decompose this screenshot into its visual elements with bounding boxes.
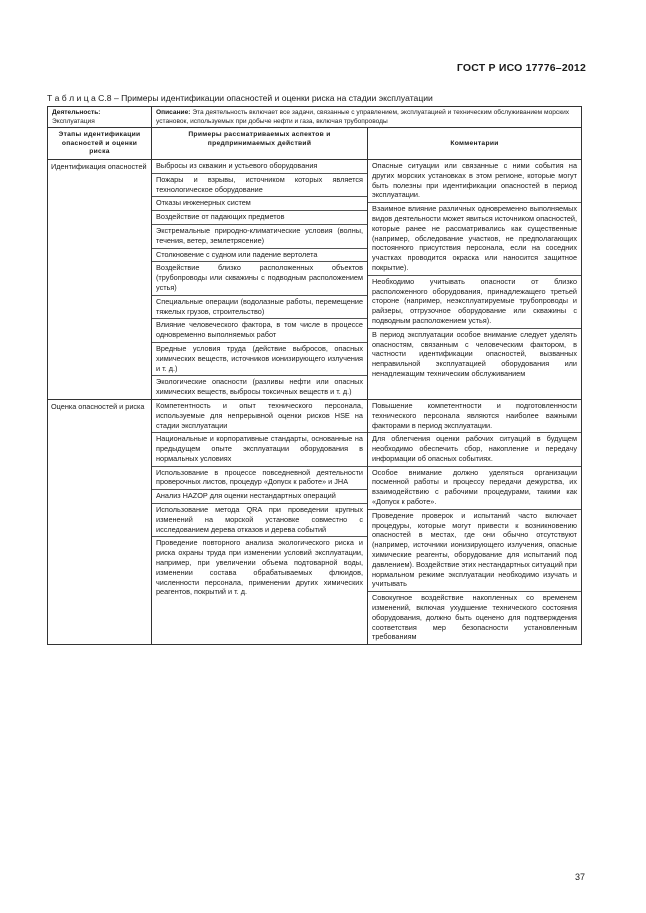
examples-cell: [152, 399, 368, 644]
comment-item: Совокупное воздействие накопленных со временем изменений, включая ухудшение технического состояния оборудования, должно быть оценено для подтверждения соответствия мер безопасности установленным требованиям: [372, 593, 578, 642]
example-item: Столкновение с судном или падение вертолета: [152, 249, 367, 263]
example-item: Воздействие от падающих предметов: [152, 211, 367, 225]
comment-item: Для облегчения оценки рабочих ситуаций в будущем необходимо обеспечить сбор, накопление и передачу информации об опасных событиях.: [368, 433, 581, 466]
example-item: Выбросы из скважин и устьевого оборудования: [152, 160, 367, 174]
stage-cell: Идентификация опасностей: [48, 159, 152, 399]
comment-item: Опасные ситуации или связанные с ними события на других морских установках в этом регионе, которые могут быть полезны при идентификации опасностей в период эксплуатации.: [368, 160, 581, 203]
example-item: Использование в процессе повседневной деятельности проверочных листов, процедур «Допуск к работе» и JHA: [152, 467, 367, 491]
activity-label: Деятельность:: [52, 109, 101, 116]
column-header-row: [48, 128, 582, 160]
example-item: Пожары и взрывы, источником которых является технологическое оборудование: [152, 174, 367, 198]
example-item: Анализ HAZOP для оценки нестандартных операций: [152, 490, 367, 504]
comments-cell: [368, 159, 582, 399]
standard-header: ГОСТ Р ИСО 17776–2012: [456, 62, 586, 74]
example-item: Проведение повторного анализа экологического риска и риска охраны труда при изменении условий эксплуатации, например, при увеличении объема подтоварной воды, изменении состава обрабатываемых флюидов, численности персонала, применении других химических реагентов, покрытий и т. д.: [156, 538, 363, 597]
comment-item: Взаимное влияние различных одновременно выполняемых видов деятельности может явиться источником опасностей, которые ранее не рассматривались как существенные (например, обследование участков, не предполагающих постоянного присутствия персонала, если на соседних участках проводится окраска или наносится защитное покрытие).: [368, 203, 581, 276]
column-header-examples: Примеры рассматриваемых аспектов и предпринимаемых действий: [152, 128, 368, 160]
activity-cell: [48, 107, 152, 128]
page-number: 37: [574, 872, 585, 882]
column-header-stage: Этапы идентификации опасностей и оценки риска: [48, 128, 152, 160]
hazard-table: [47, 106, 582, 645]
example-item: Экологические опасности (разливы нефти или опасных химических веществ, выбросы токсичных веществ и т. д.): [156, 377, 363, 397]
description-text: Эта деятельность включает все задачи, связанные с управлением, эксплуатацией и техническим обслуживанием морских установок, используемых при добыче нефти и газа, включая трубопроводы: [156, 109, 570, 125]
examples-cell: [152, 159, 368, 399]
example-item: Воздействие близко расположенных объектов (трубопроводы или скважины с подводным расположением устья): [152, 262, 367, 295]
example-item: Отказы инженерных систем: [152, 197, 367, 211]
example-item: Влияние человеческого фактора, в том числе в процессе одновременно выполняемых работ: [152, 319, 367, 343]
description-cell: [152, 107, 582, 128]
example-item: Вредные условия труда (действие выбросов, опасных химических веществ, источников ионизирующего излучения и т. д.): [152, 343, 367, 376]
description-label: Описание:: [156, 109, 191, 116]
comment-item: Повышение компетентности и подготовленности технического персонала являются наиболее важными факторами в период эксплуатации.: [368, 400, 581, 433]
stage-cell: Оценка опасностей и риска: [48, 399, 152, 644]
example-item: Компетентность и опыт технического персонала, используемые для непрерывной оценки рисков HSE на стадии эксплуатации: [152, 400, 367, 433]
comment-item: Особое внимание должно уделяться организации посменной работы и процессу передачи дежурства, их взаимодействию с рабочими процедурами, такими как «Допуск к работе».: [368, 467, 581, 510]
comment-item: Проведение проверок и испытаний часто включает процедуры, которые могут привести к возникновению опасностей в местах, где они обычно отсутствуют (например, источники ионизирующего излучения, опасные химические реагенты, оборудование для испытаний под давлением). Воздействие этих нестандартных ситуаций при нормальном режиме эксплуатации необходимо изучать и учитывать: [368, 510, 581, 592]
table-caption: Т а б л и ц а С.8 – Примеры идентификации опасностей и оценки риска на стадии эксплуатации: [47, 93, 433, 103]
column-header-comments: Комментарии: [368, 128, 582, 160]
example-item: Специальные операции (водолазные работы, перемещение тяжелых грузов, строительство): [152, 296, 367, 320]
table-row: [48, 399, 582, 644]
comment-item: В период эксплуатации особое внимание следует уделять опасностям, связанным с человеческим фактором, в частности идентификации опасностей, вызванных неправильной эксплуатацией оборудования или ненадлежащим техническим обслуживанием: [372, 329, 578, 378]
example-item: Национальные и корпоративные стандарты, основанные на предыдущем опыте эксплуатации оборудования в нормальных условиях: [152, 433, 367, 466]
activity-row: [48, 107, 582, 128]
example-item: Использование метода QRA при проведении крупных изменений на морской установке совместно с исследованием дерева отказов и дерева событий: [152, 504, 367, 537]
activity-value: Эксплуатация: [52, 117, 95, 125]
table-row: [48, 159, 582, 399]
comments-cell: [368, 399, 582, 644]
example-item: Экстремальные природно-климатические условия (волны, течения, ветер, землетрясение): [152, 225, 367, 249]
comment-item: Необходимо учитывать опасности от близко расположенного оборудования, принадлежащего третьей стороне (например, неэксплуатируемые трубопроводы и райзеры, отгрузочное оборудование или скважины с подводным расположением устья).: [368, 276, 581, 329]
